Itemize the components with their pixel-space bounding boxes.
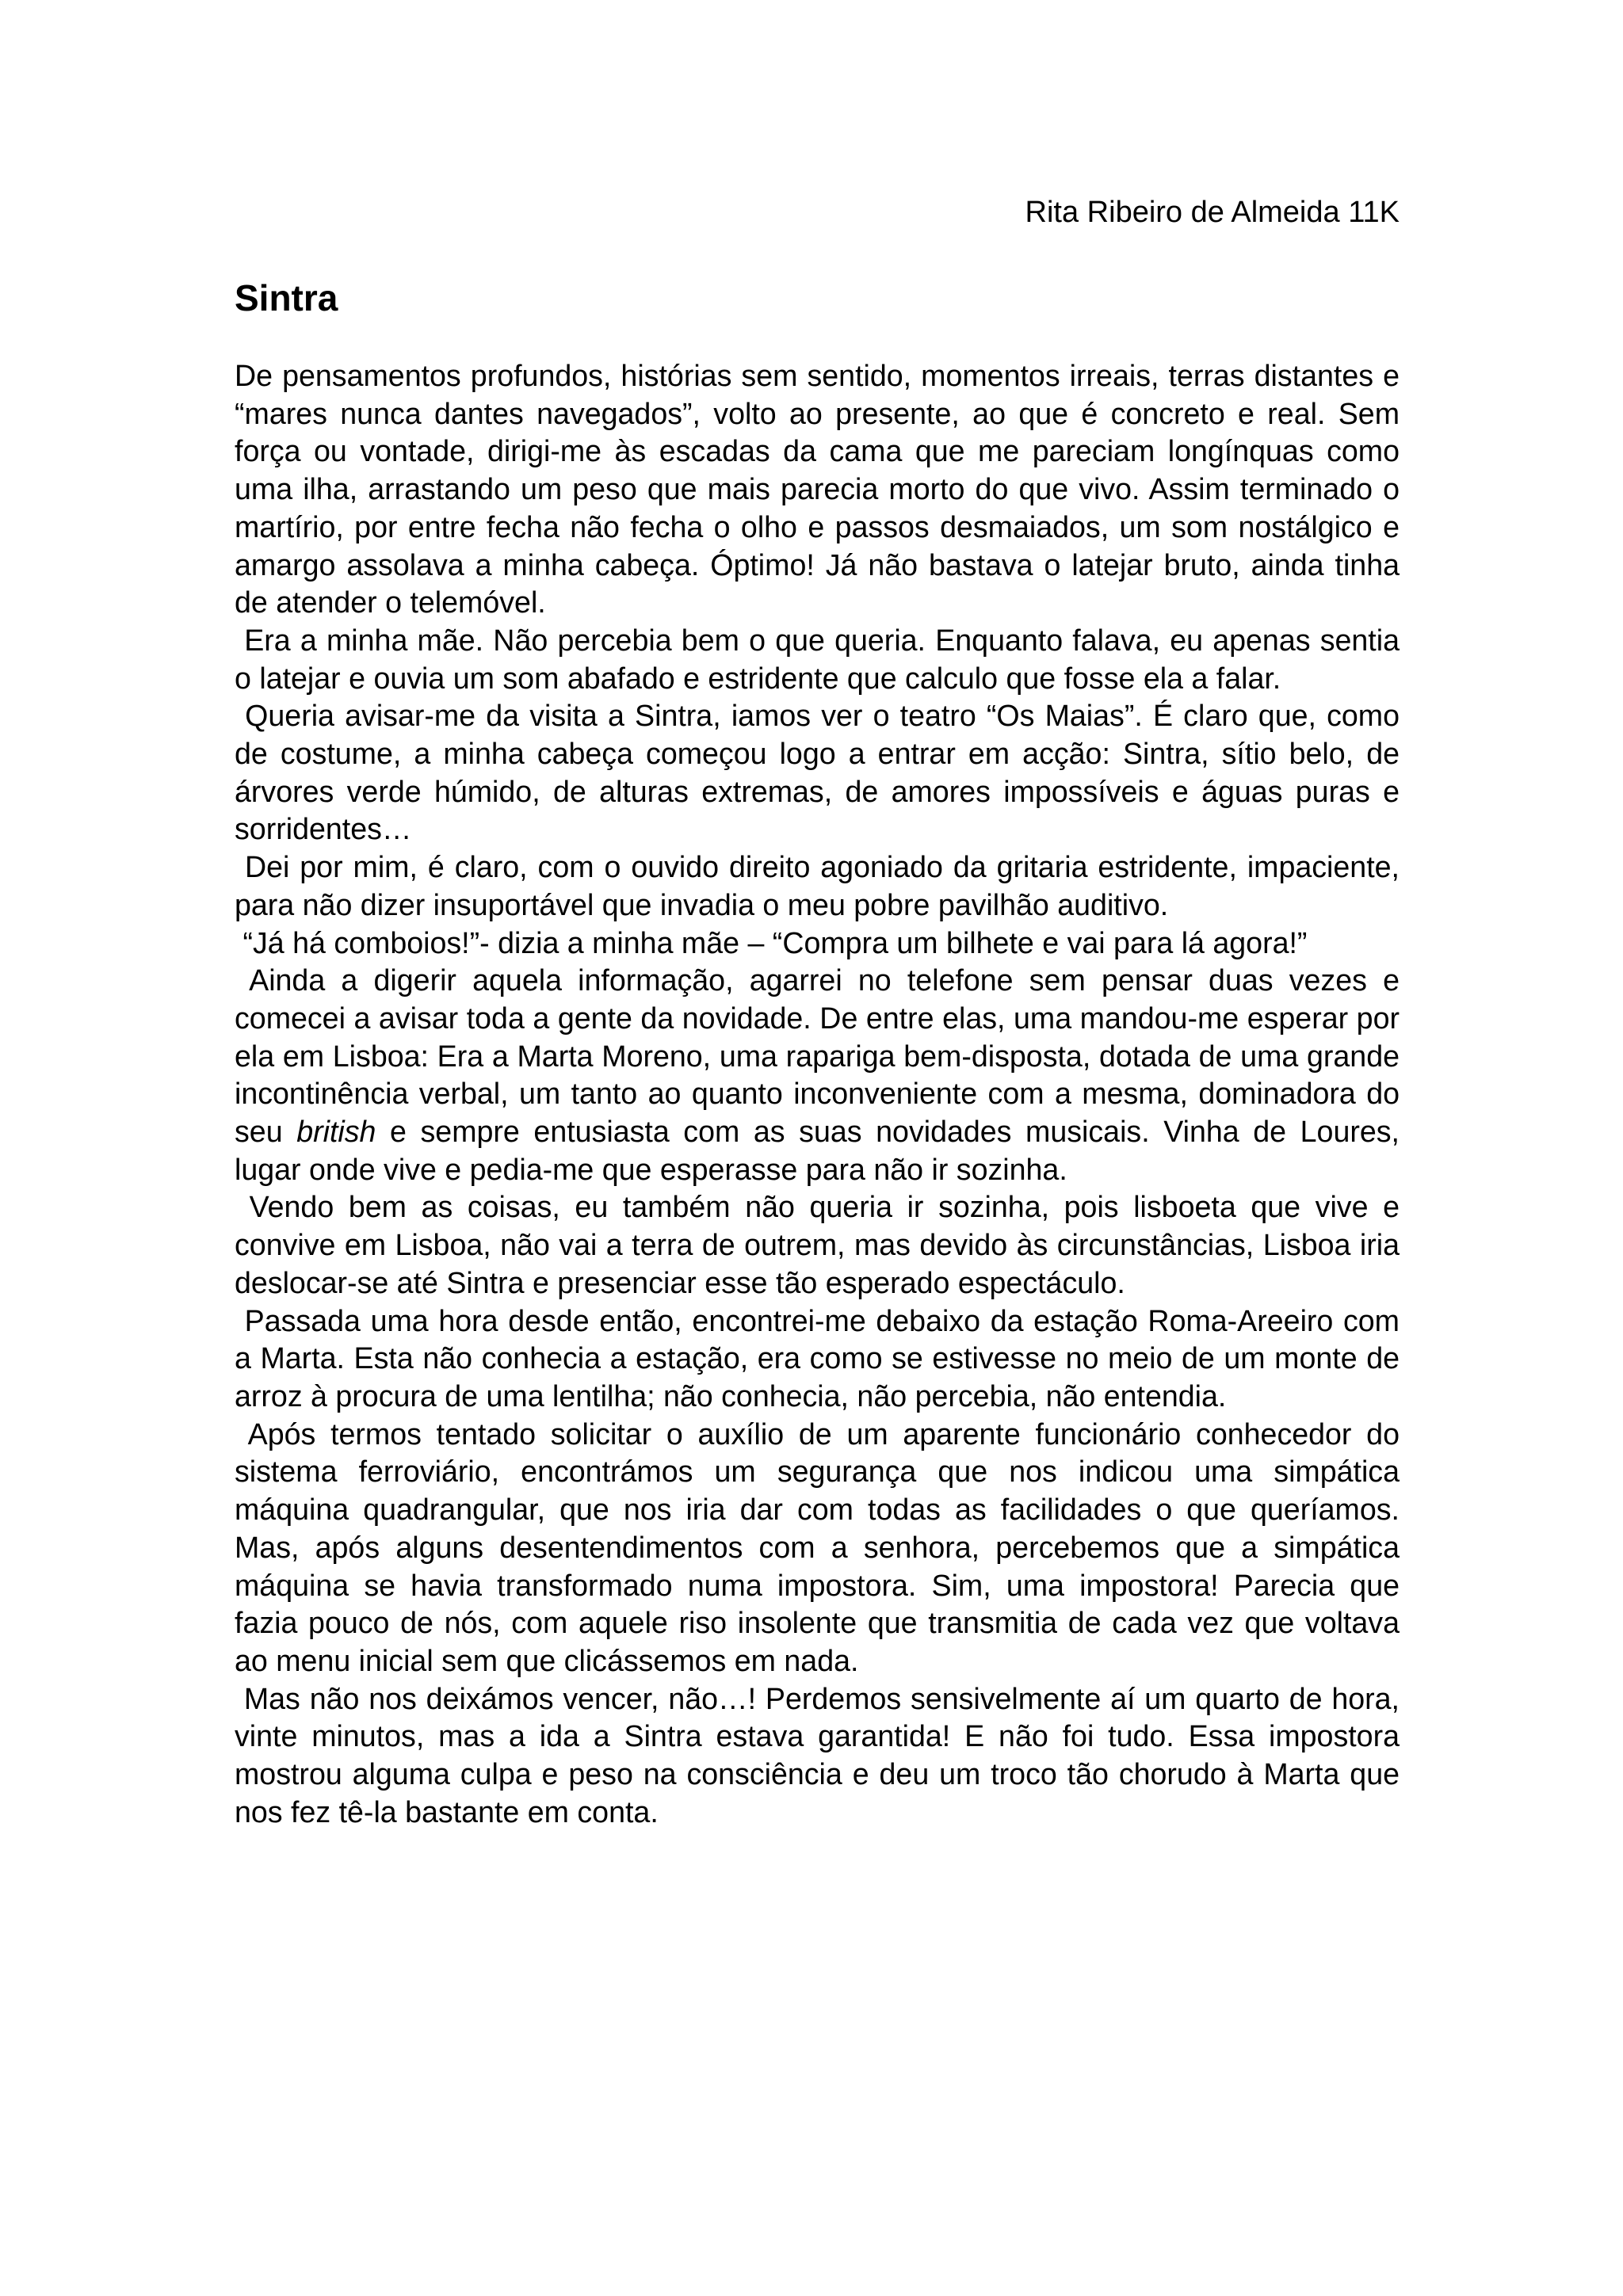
paragraph-text: Era a minha mãe. Não percebia bem o que queria. Enquanto falava, eu apenas sentia o latejar e ouvia um som abafado e estridente que calculo que fosse ela a falar. <box>235 623 1400 695</box>
paragraph-text: Dei por mim, é claro, com o ouvido direito agoniado da gritaria estridente, impaciente, para não dizer insuportável que invadia o meu pobre pavilhão auditivo. <box>235 850 1400 921</box>
italic-word: british <box>296 1115 376 1149</box>
paragraph-text: Passada uma hora desde então, encontrei-me debaixo da estação Roma-Areeiro com a Marta. Esta não conhecia a estação, era como se estivesse no meio de um monte de arroz à procura de uma lentilha; não conhecia, não percebia, não entendia. <box>235 1303 1400 1413</box>
paragraph-text-before: Ainda a digerir aquela informação, agarrei no telefone sem pensar duas vezes e comecei a avisar toda a gente da novidade. De entre elas, uma mandou-me esperar por ela em Lisboa: Era a Marta Moreno, uma rapariga bem-disposta, dotada de uma grande incontinência verbal, um tanto ao quanto inconveniente com a mesma, dominadora do seu <box>235 963 1400 1149</box>
paragraph-indent <box>235 963 249 997</box>
paragraph-4 <box>235 849 1400 924</box>
document-page <box>235 0 1400 2296</box>
paragraph-8 <box>235 1302 1400 1416</box>
paragraph-9 <box>235 1416 1400 1680</box>
paragraph-indent <box>235 1190 250 1223</box>
paragraph-text-after: e sempre entusiasta com as suas novidades musicais. Vinha de Loures, lugar onde vive e pedia-me que esperasse para não ir sozinha. <box>235 1115 1400 1186</box>
paragraph-indent <box>235 1417 248 1451</box>
paragraph-indent <box>235 1304 245 1337</box>
paragraph-indent <box>235 1682 244 1715</box>
document-body <box>235 357 1400 1831</box>
paragraph-6 <box>235 962 1400 1188</box>
author-line: Rita Ribeiro de Almeida 11K <box>1025 196 1400 229</box>
paragraph-text: De pensamentos profundos, histórias sem sentido, momentos irreais, terras distantes e “mares nunca dantes navegados”, volto ao presente, ao que é concreto e real. Sem força ou vontade, dirigi-me às escadas da cama que me pareciam longínquas como uma ilha, arrastando um peso que mais parecia morto do que vivo. Assim terminado o martírio, por entre fecha não fecha o olho e passos desmaiados, um som nostálgico e amargo assolava a minha cabeça. Óptimo! Já não bastava o latejar bruto, ainda tinha de atender o telemóvel. <box>235 359 1400 620</box>
paragraph-text: Mas não nos deixámos vencer, não…! Perdemos sensivelmente aí um quarto de hora, vinte minutos, mas a ida a Sintra estava garantida! E não foi tudo. Essa impostora mostrou alguma culpa e peso na consciência e deu um troco tão chorudo à Marta que nos fez tê-la bastante em conta. <box>235 1681 1400 1829</box>
paragraph-5 <box>235 925 1400 963</box>
paragraph-2 <box>235 622 1400 697</box>
paragraph-1 <box>235 357 1400 622</box>
paragraph-indent <box>235 850 245 883</box>
paragraph-indent <box>235 699 245 732</box>
paragraph-indent <box>235 624 244 657</box>
paragraph-text: Queria avisar-me da visita a Sintra, iamos ver o teatro “Os Maias”. É claro que, como de costume, a minha cabeça começou logo a entrar em acção: Sintra, sítio belo, de árvores verde húmido, de alturas extremas, de amores impossíveis e águas puras e sorridentes… <box>235 699 1400 846</box>
paragraph-indent <box>235 926 242 959</box>
paragraph-7 <box>235 1188 1400 1302</box>
paragraph-10 <box>235 1680 1400 1832</box>
paragraph-text: Após termos tentado solicitar o auxílio de um aparente funcionário conhecedor do sistema ferroviário, encontrámos um segurança que nos indicou uma simpática máquina quadrangular, que nos iria dar com todas as facilidades o que queríamos. Mas, após alguns desentendimentos com a senhora, percebemos que a simpática máquina se havia transformado numa impostora. Sim, uma impostora! Parecia que fazia pouco de nós, com aquele riso insolente que transmitia de cada vez que voltava ao menu inicial sem que clicássemos em nada. <box>235 1417 1400 1677</box>
paragraph-text: “Já há comboios!”- dizia a minha mãe – “Compra um bilhete e vai para lá agora!” <box>242 925 1308 959</box>
paragraph-3 <box>235 697 1400 849</box>
paragraph-text: Vendo bem as coisas, eu também não queria ir sozinha, pois lisboeta que vive e convive em Lisboa, não vai a terra de outrem, mas devido às circunstâncias, Lisboa iria deslocar-se até Sintra e presenciar esse tão esperado espectáculo. <box>235 1190 1400 1299</box>
document-title: Sintra <box>235 277 338 318</box>
